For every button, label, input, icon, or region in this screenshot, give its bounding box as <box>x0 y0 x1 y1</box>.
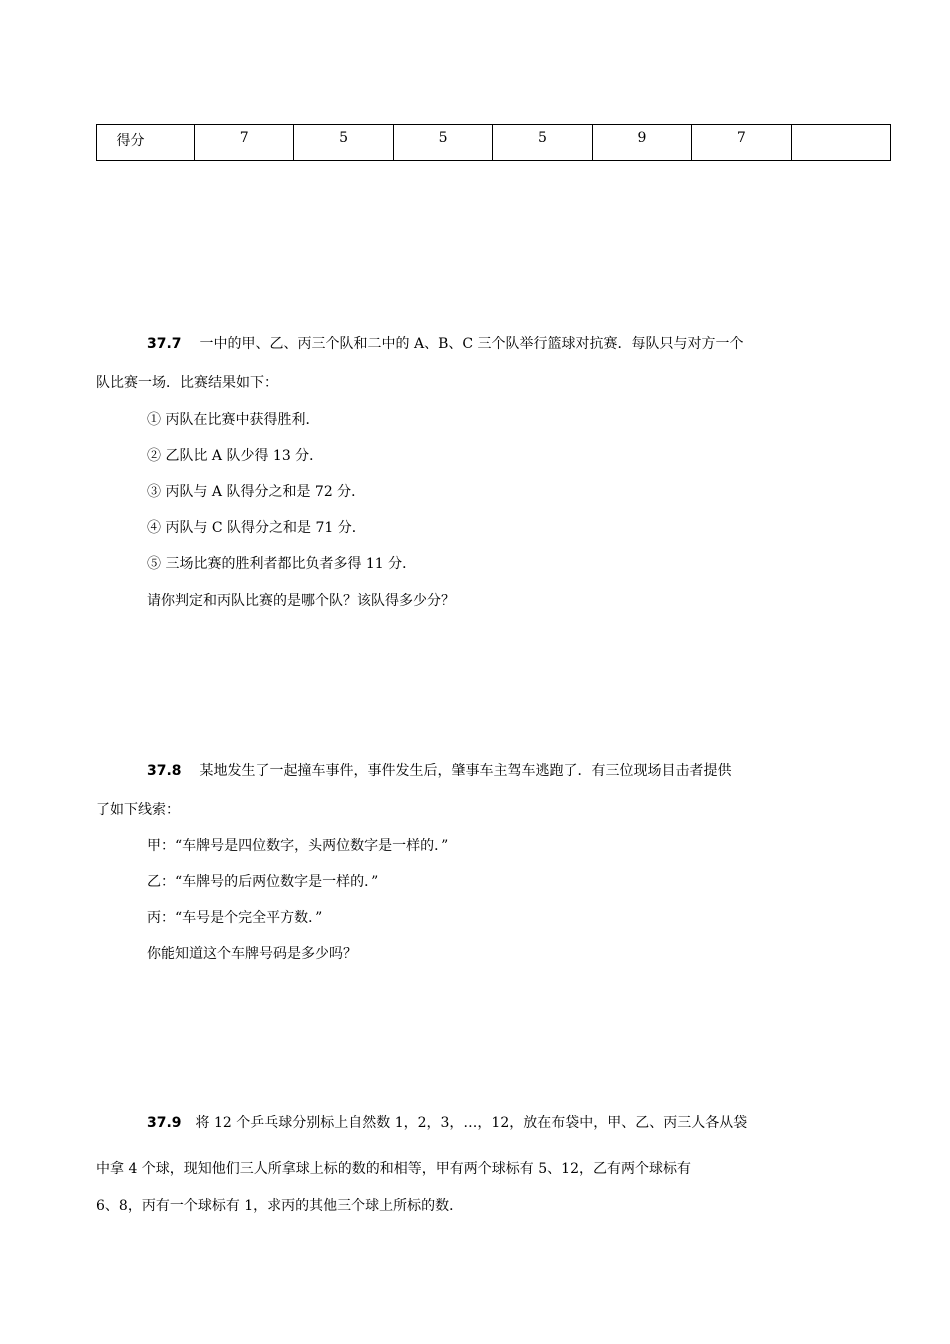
problem-first-line <box>147 1113 747 1133</box>
table-cell <box>791 125 890 161</box>
table-cell: 7 <box>195 125 294 161</box>
problem-condition: ④ 丙队与 C 队得分之和是 71 分． <box>147 520 366 536</box>
problem-text: 一中的甲、乙、丙三个队和二中的 A、B、C 三个队举行篮球对抗赛．每队只与对方一个 <box>199 336 744 352</box>
problem-first-line <box>147 334 744 354</box>
problem-clue: 乙：“车牌号的后两位数字是一样的．” <box>147 874 379 890</box>
table-cell: 7 <box>692 125 791 161</box>
score-table <box>96 124 891 161</box>
table-row <box>97 125 891 161</box>
problem-condition: ③ 丙队与 A 队得分之和是 72 分． <box>147 484 366 500</box>
problem-condition: ① 丙队在比赛中获得胜利． <box>147 412 320 428</box>
problem-number: 37.7 <box>147 336 182 352</box>
problem-number: 37.9 <box>147 1115 182 1131</box>
problem-clue: 丙：“车号是个完全平方数．” <box>147 910 323 926</box>
problem-condition: ② 乙队比 A 队少得 13 分． <box>147 448 324 464</box>
table-cell: 5 <box>393 125 492 161</box>
problem-text: 某地发生了一起撞车事件，事件发生后，肇事车主驾车逃跑了．有三位现场目击者提供 <box>199 763 732 779</box>
problem-number: 37.8 <box>147 763 182 779</box>
table-cell: 5 <box>493 125 592 161</box>
problem-clue: 甲：“车牌号是四位数字，头两位数字是一样的．” <box>147 838 449 854</box>
table-row-label <box>97 125 195 161</box>
problem-line: 6、8，丙有一个球标有 1，求丙的其他三个球上所标的数． <box>96 1198 464 1214</box>
problem-line: 中拿 4 个球，现知他们三人所拿球上标的数的和相等，甲有两个球标有 5、12，乙有两个球标有 <box>96 1161 691 1177</box>
problem-question: 你能知道这个车牌号码是多少吗？ <box>147 946 357 962</box>
table-cell: 5 <box>294 125 393 161</box>
problem-text: 将 12 个乒乓球分别标上自然数 1，2，3，…，12，放在布袋中，甲、乙、丙三人各从袋 <box>195 1115 748 1131</box>
problem-first-line <box>147 761 732 781</box>
problem-line: 队比赛一场．比赛结果如下： <box>96 375 278 391</box>
problem-line: 了如下线索： <box>96 802 180 818</box>
problem-condition: ⑤ 三场比赛的胜利者都比负者多得 11 分． <box>147 556 417 572</box>
problem-question: 请你判定和丙队比赛的是哪个队？该队得多少分？ <box>147 593 455 609</box>
score-label-text: 得分 <box>116 133 145 149</box>
table-cell: 9 <box>592 125 691 161</box>
